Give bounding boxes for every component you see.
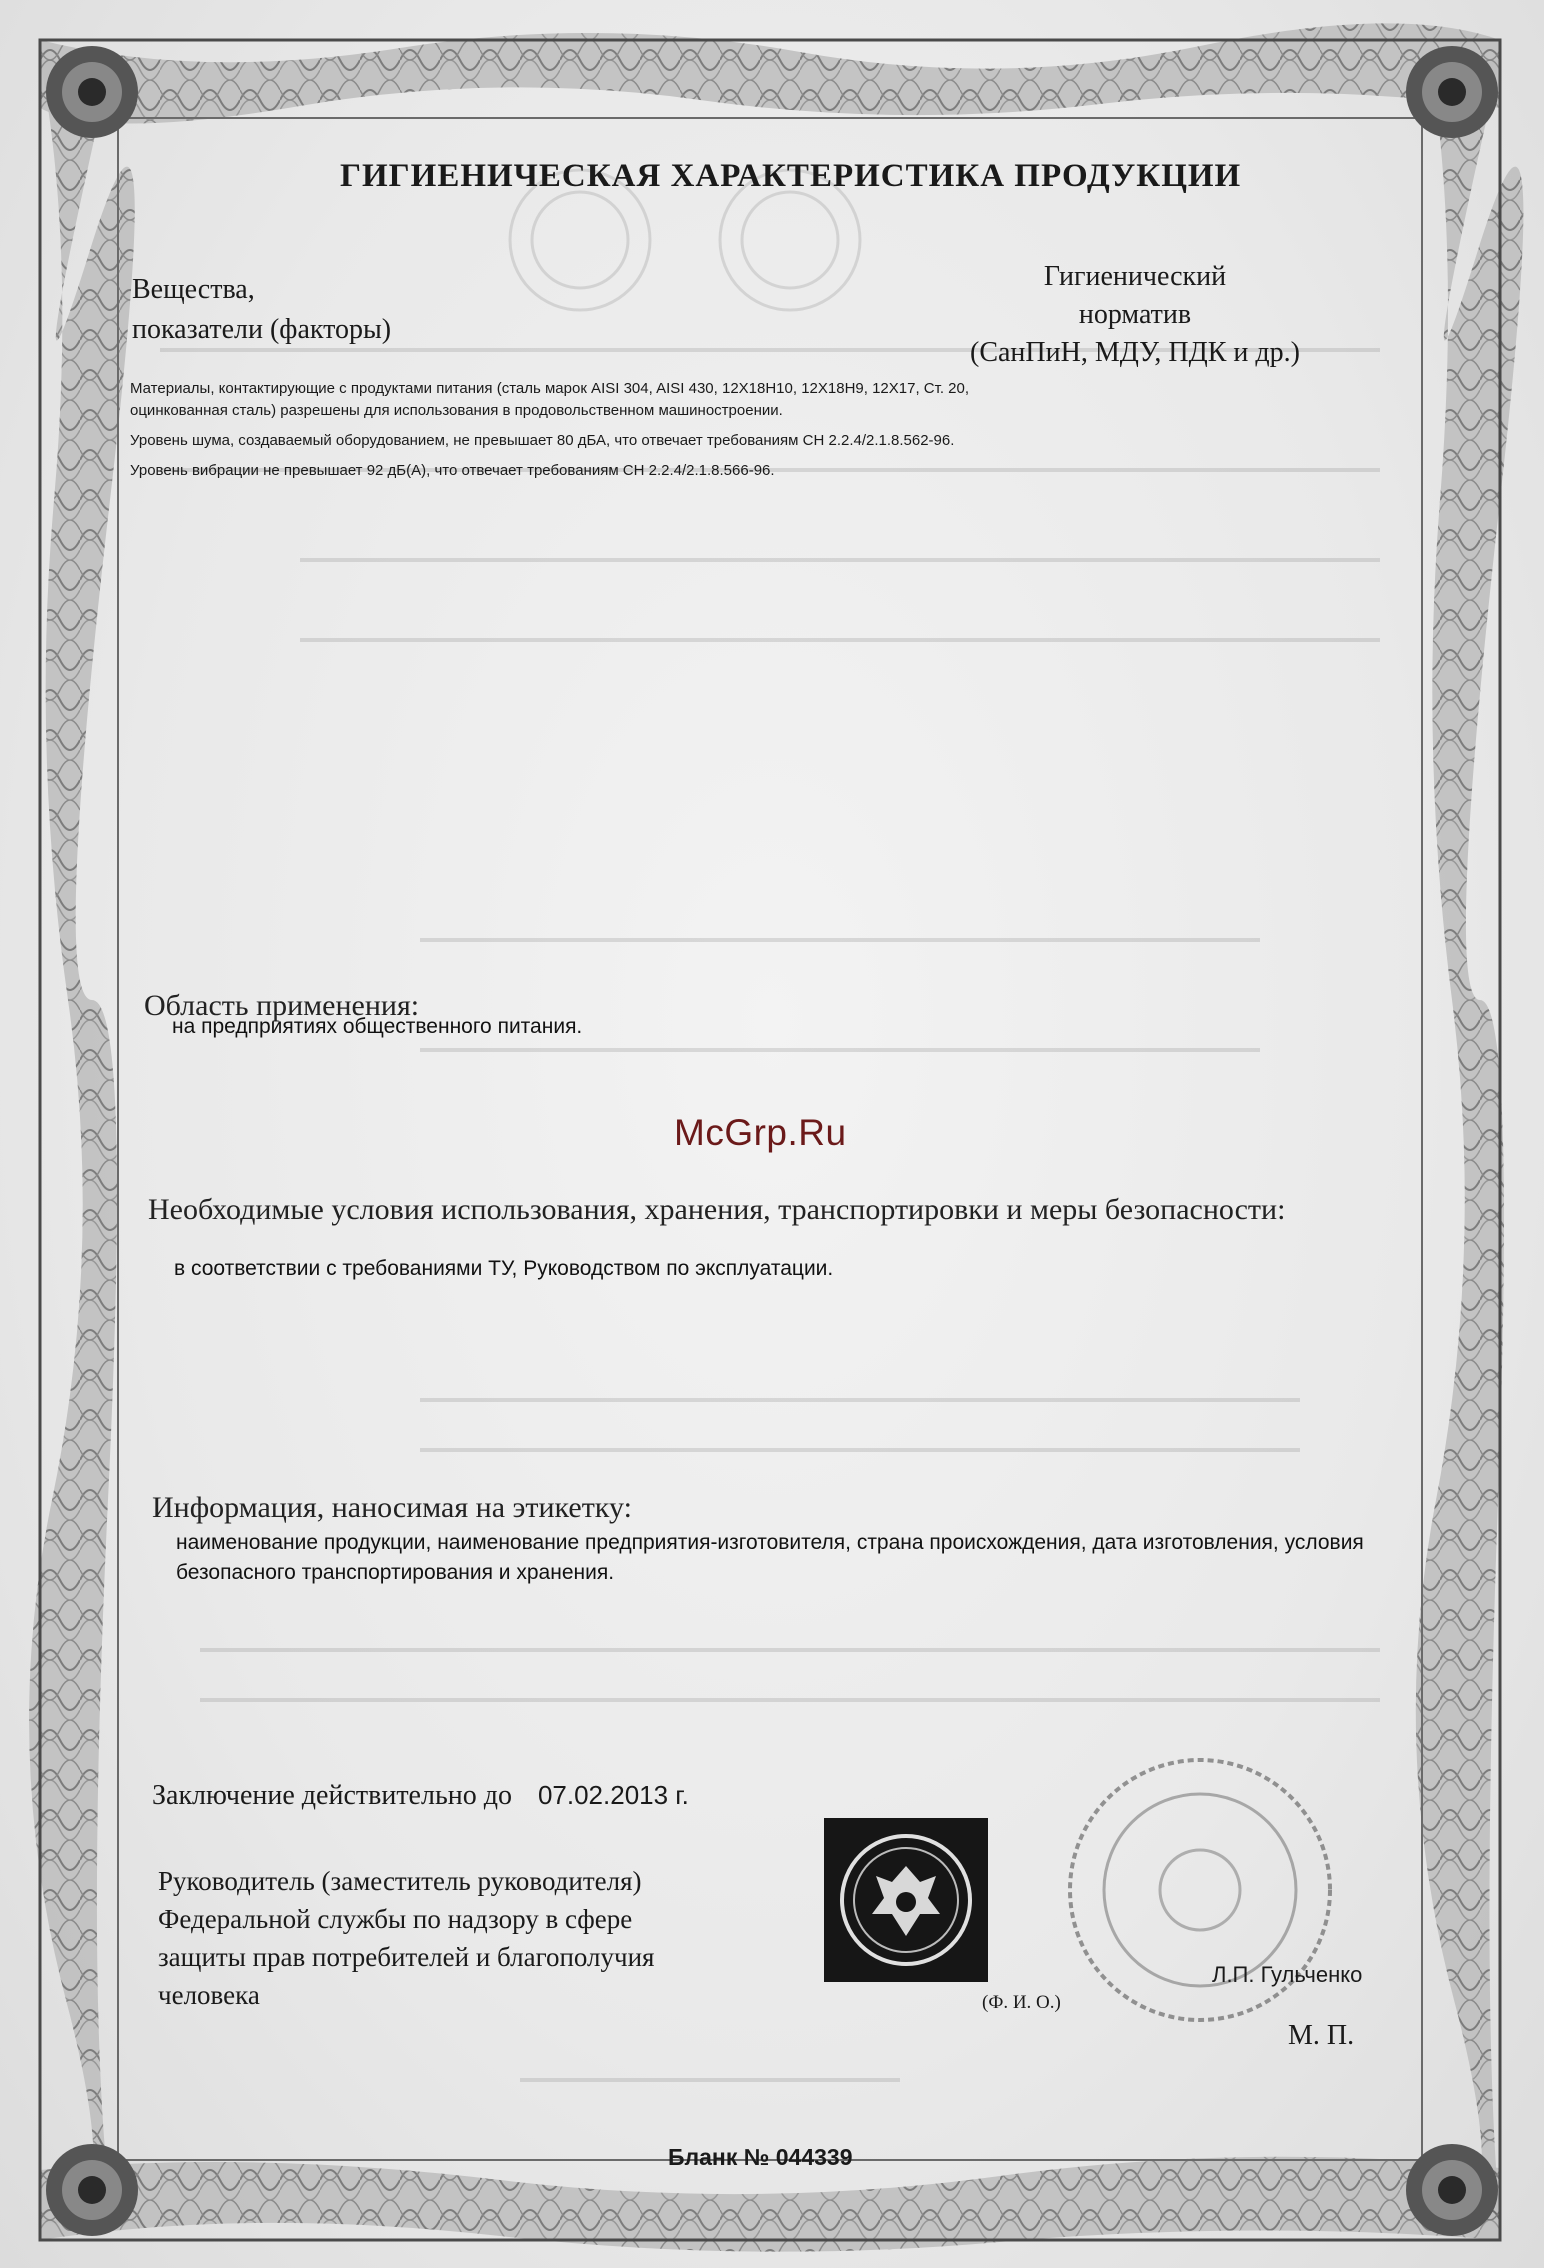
round-seal-stamp xyxy=(1040,1740,1363,2040)
validity-line xyxy=(152,1780,689,1812)
column-header-substances-line1: Вещества, xyxy=(132,274,255,305)
state-emblem-icon xyxy=(824,1818,988,1982)
application-area-value: на предприятиях общественного питания. xyxy=(172,1015,583,1038)
stamp-place-label: М. П. xyxy=(1288,2020,1355,2051)
conditions-heading: Необходимые условия использования, хранения, транспортировки и меры безопасности: xyxy=(148,1193,1286,1226)
fio-caption: (Ф. И. О.) xyxy=(982,1992,1061,2013)
head-line-2: Федеральной службы по надзору в сфере xyxy=(158,1904,633,1934)
frame-band-top xyxy=(40,23,1500,123)
document-title: ГИГИЕНИЧЕСКАЯ ХАРАКТЕРИСТИКА ПРОДУКЦИИ xyxy=(340,158,1242,194)
frame-band-right xyxy=(1416,60,1524,2223)
validity-date: 07.02.2013 г. xyxy=(537,1780,689,1810)
blank-number: Бланк № 044339 xyxy=(668,2144,853,2170)
vibration-paragraph: Уровень вибрации не превышает 92 дБ(А), что отвечает требованиям СН 2.2.4/2.1.8.566-96. xyxy=(130,462,775,479)
column-header-norm xyxy=(900,258,1370,372)
column-header-substances xyxy=(132,270,391,350)
materials-paragraph: Материалы, контактирующие с продуктами питания (сталь марок AISI 304, AISI 430, 12Х18Н10, 12Х18Н9, 12Х17, Ст. 20, оцинкованная сталь) разрешены для использования в продовольственном машиностроении. xyxy=(130,380,970,419)
signer-name: Л.П. Гульченко xyxy=(1212,1962,1363,1987)
column-header-norm-line1: Гигиенический xyxy=(1043,261,1227,292)
corner-ornament-bottom-right xyxy=(1406,2144,1498,2236)
materials-block xyxy=(130,378,1010,490)
conditions-value: в соответствии с требованиями ТУ, Руководством по эксплуатации. xyxy=(174,1257,834,1280)
corner-ornament-bottom-left xyxy=(46,2144,138,2236)
head-of-service-block xyxy=(158,1862,798,2014)
head-line-3: защиты прав потребителей и благополучия xyxy=(158,1942,655,1972)
label-info-value: наименование продукции, наименование предприятия-изготовителя, страна происхождения, дата изготовления, условия безопасного транспортирования и хранения. xyxy=(176,1531,1364,1584)
head-line-4: человека xyxy=(158,1980,260,2010)
application-area-heading: Область применения: xyxy=(144,989,420,1022)
corner-ornament-top-right xyxy=(1406,46,1498,138)
column-header-norm-line2: норматив xyxy=(1078,299,1192,330)
noise-paragraph: Уровень шума, создаваемый оборудованием, не превышает 80 дБА, что отвечает требованиям СН 2.2.4/2.1.8.562-96. xyxy=(130,432,955,449)
validity-label: Заключение действительно до xyxy=(152,1780,512,1811)
watermark: McGrp.Ru xyxy=(674,1112,847,1153)
column-header-norm-line3: (СанПиН, МДУ, ПДК и др.) xyxy=(970,337,1300,368)
corner-ornament-top-left xyxy=(46,46,138,138)
column-header-substances-line2: показатели (факторы) xyxy=(132,314,392,345)
label-info-heading: Информация, наносимая на этикетку: xyxy=(152,1491,632,1524)
head-line-1: Руководитель (заместитель руководителя) xyxy=(158,1866,642,1896)
